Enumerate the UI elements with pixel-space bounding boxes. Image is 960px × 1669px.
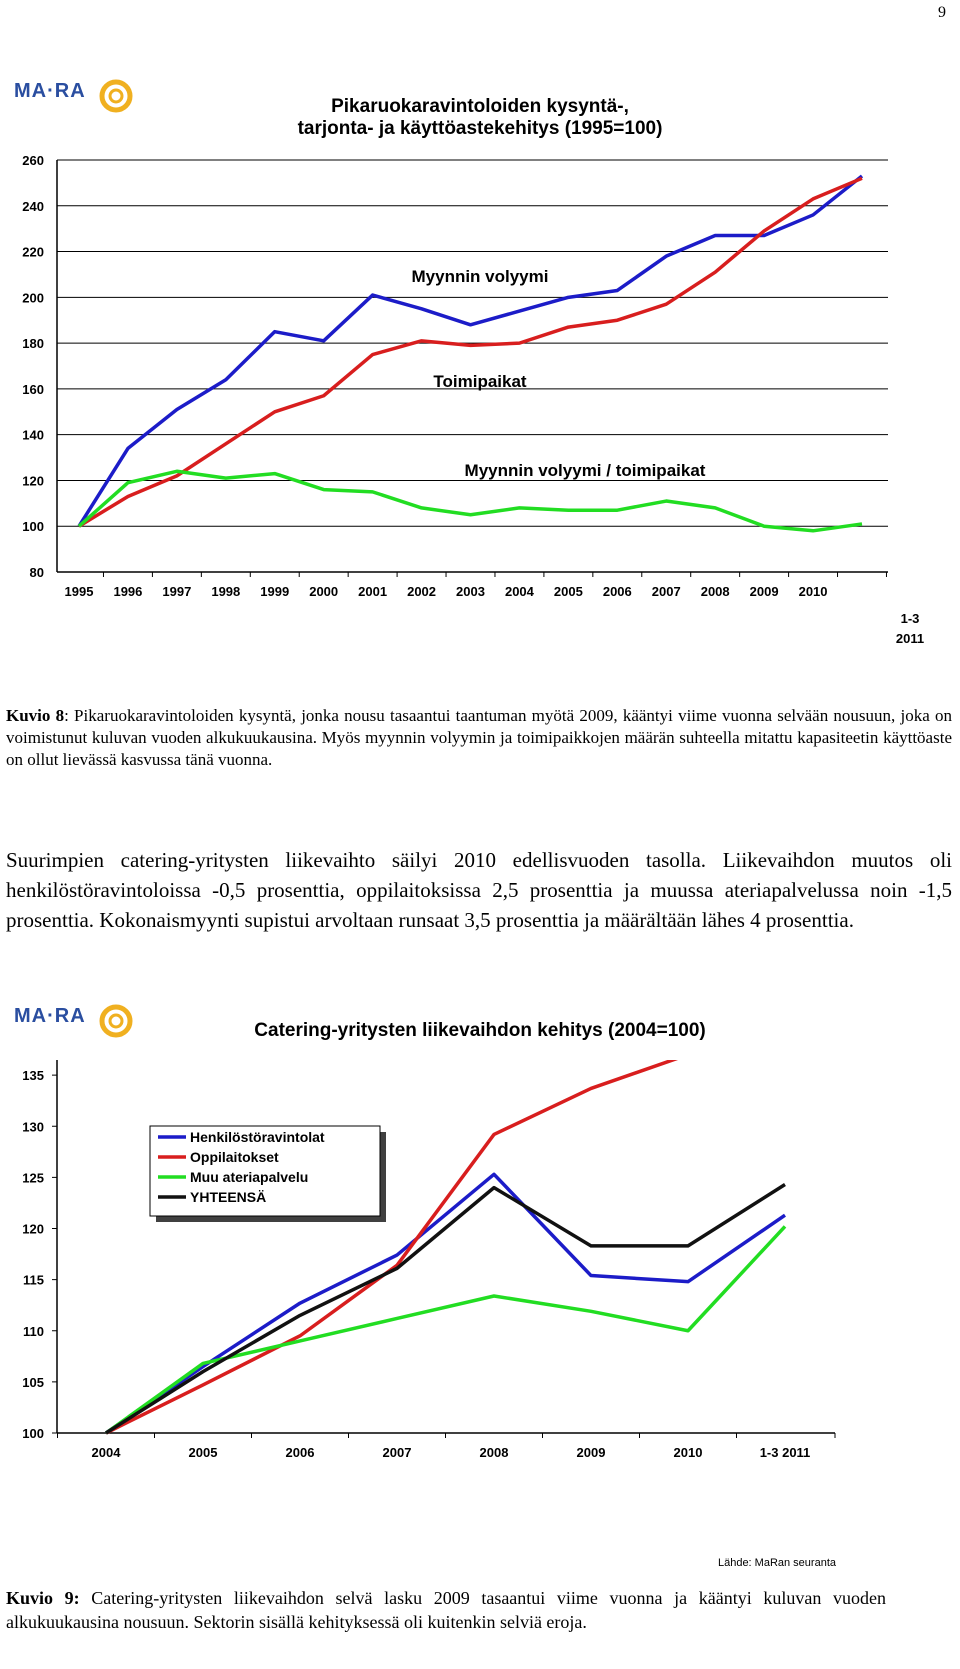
caption-kuvio-8 — [6, 705, 952, 771]
logo-swirl-icon — [96, 76, 136, 116]
chart2-y-tick-label: 100 — [22, 1426, 44, 1441]
chart2-x-ticks — [58, 1433, 836, 1460]
caption-kuvio-9-text: Catering-yritysten liikevaihdon selvä lasku 2009 tasaantui viime vuonna ja kääntyi kuluvan vuoden alkukuukausina nousuun. Sektorin sisällä kehityksessä oli kuitenkin selviä eroja. — [6, 1588, 886, 1632]
chart1-y-tick-label: 180 — [22, 336, 44, 352]
chart1-title-line1: Pikaruokaravintoloiden kysyntä-, — [331, 96, 629, 117]
chart1-y-tick-label: 260 — [22, 153, 44, 168]
chart1-x-tick-label: 2003 — [456, 584, 485, 599]
chart1-y-tick-label: 160 — [22, 381, 44, 397]
chart1-x-tick-label: 2005 — [553, 584, 583, 599]
caption-kuvio-8-text: : Pikaruokaravintoloiden kysyntä, jonka nousu tasaantui taantuman myötä 2009, kääntyi viime vuonna selvään nousuun, joka on voimistunut kuluvan vuoden alkukuukausina. Myös myynnin volyymin ja toimipaikkojen määrän suhteella mitattu kapasiteetin käyttöaste on ollut lievässä kasvussa tänä vuonna. — [6, 706, 952, 769]
chart1-x-tick-label: 1995 — [64, 584, 94, 599]
chart1-x-tick-label: 2010 — [798, 584, 828, 599]
chart1-y-tick-label: 80 — [29, 565, 44, 580]
annotation-toimipaikat: Toimipaikat — [433, 372, 527, 391]
chart2-title: Catering-yritysten liikevaihdon kehitys (2004=100) — [254, 1020, 706, 1041]
chart1-x-tick-label: 1996 — [113, 584, 143, 599]
page-number: 9 — [938, 4, 946, 21]
chart2-x-tick-label: 2008 — [479, 1445, 509, 1460]
chart1-axes — [57, 160, 888, 572]
chart1-y-tick-label: 140 — [22, 427, 44, 443]
chart2-x-tick-label: 2010 — [673, 1445, 703, 1460]
chart1-x-tick-label: 2007 — [651, 584, 681, 599]
legend-item-label: YHTEENSÄ — [190, 1189, 267, 1205]
legend-item-label: Oppilaitokset — [190, 1149, 279, 1165]
chart1-x-tick-label: 2002 — [407, 584, 437, 599]
annotation-myynnin-volyymi: Myynnin volyymi — [411, 267, 549, 286]
caption-kuvio-9-label: Kuvio 9: — [6, 1588, 80, 1608]
chart2-axes — [57, 1060, 835, 1433]
legend-item-label: Muu ateriapalvelu — [190, 1169, 309, 1185]
chart2-x-tick-label: 2004 — [91, 1445, 121, 1460]
chart2-y-tick-label: 135 — [22, 1068, 44, 1084]
chart2-x-tick-label: 1-3 2011 — [759, 1445, 811, 1460]
logo-swirl-icon-2 — [96, 1001, 136, 1041]
mara-logo-2 — [14, 1005, 134, 1045]
chart1-x-tick-label: 1998 — [211, 584, 241, 599]
mara-logo — [14, 80, 134, 120]
chart2-y-tick-label: 125 — [22, 1170, 44, 1186]
chart1-x-tick-label: 1999 — [260, 584, 290, 599]
chart2-lines — [106, 1060, 785, 1433]
chart1-title — [200, 96, 760, 140]
chart2-y-tick-label: 105 — [22, 1374, 44, 1390]
chart2 — [0, 1060, 960, 1570]
chart1-x-tick-label: 2004 — [504, 584, 534, 599]
chart2-x-tick-label: 2005 — [188, 1445, 218, 1460]
chart2-y-tick-label: 110 — [23, 1323, 44, 1339]
caption-kuvio-8-label: Kuvio 8 — [6, 706, 65, 725]
chart1-y-tick-label: 220 — [22, 244, 44, 260]
chart1-x-tick-label: 2009 — [749, 584, 779, 599]
chart1-y-ticks — [22, 153, 44, 580]
chart2-series-line-2 — [106, 1226, 785, 1433]
logo-text: MA·RA — [14, 80, 86, 102]
chart2-source: Lähde: MaRan seuranta — [717, 1557, 836, 1569]
chart1-y-tick-label: 100 — [22, 519, 44, 535]
annotation-volyymi-per-toimipaikat: Myynnin volyymi / toimipaikat — [464, 461, 706, 480]
caption-kuvio-9 — [6, 1586, 886, 1634]
chart1-x-tick-label: 2001 — [358, 584, 388, 599]
chart1-y-tick-label: 240 — [22, 198, 44, 214]
chart1-x-tick-label: 1997 — [162, 584, 192, 599]
chart1-y-tick-label: 200 — [22, 290, 44, 306]
chart2-y-tick-label: 130 — [22, 1119, 44, 1135]
chart1-x-tick-label: 2008 — [700, 584, 730, 599]
chart1-x-label-last-line2: 2011 — [895, 631, 925, 646]
chart2-y-ticks — [22, 1060, 57, 1441]
body-paragraph: Suurimpien catering-yritysten liikevaihto säilyi 2010 edellisvuoden tasolla. Liikevaihdon muutos oli henkilöstöravintoloissa -0,5 prosenttia, oppilaitoksissa 2,5 prosenttia ja muussa ateriapalvelussa noin -1,5 prosenttia. Kokonaismyynti supistui arvoltaan runsaat 3,5 prosenttia ja määrältään lähes 4 prosenttia. — [6, 848, 952, 932]
chart1-x-tick-label: 2000 — [309, 584, 339, 599]
logo-text-2: MA·RA — [14, 1005, 86, 1027]
chart1 — [0, 140, 960, 660]
chart2-y-tick-label: 115 — [23, 1272, 44, 1288]
chart1-title-line2: tarjonta- ja käyttöastekehitys (1995=100) — [297, 118, 663, 139]
chart1-y-tick-label: 120 — [22, 473, 44, 489]
chart2-x-tick-label: 2006 — [285, 1445, 315, 1460]
legend-item-label: Henkilöstöravintolat — [190, 1129, 325, 1145]
chart1-x-tick-label: 2006 — [602, 584, 632, 599]
chart2-legend — [150, 1126, 386, 1222]
chart1-grid — [57, 160, 888, 572]
chart2-x-tick-label: 2009 — [576, 1445, 606, 1460]
chart1-x-label-last-line1: 1-3 — [900, 611, 920, 626]
chart1-x-ticks — [65, 572, 887, 599]
chart2-x-tick-label: 2007 — [382, 1445, 412, 1460]
chart2-y-tick-label: 120 — [22, 1221, 44, 1237]
